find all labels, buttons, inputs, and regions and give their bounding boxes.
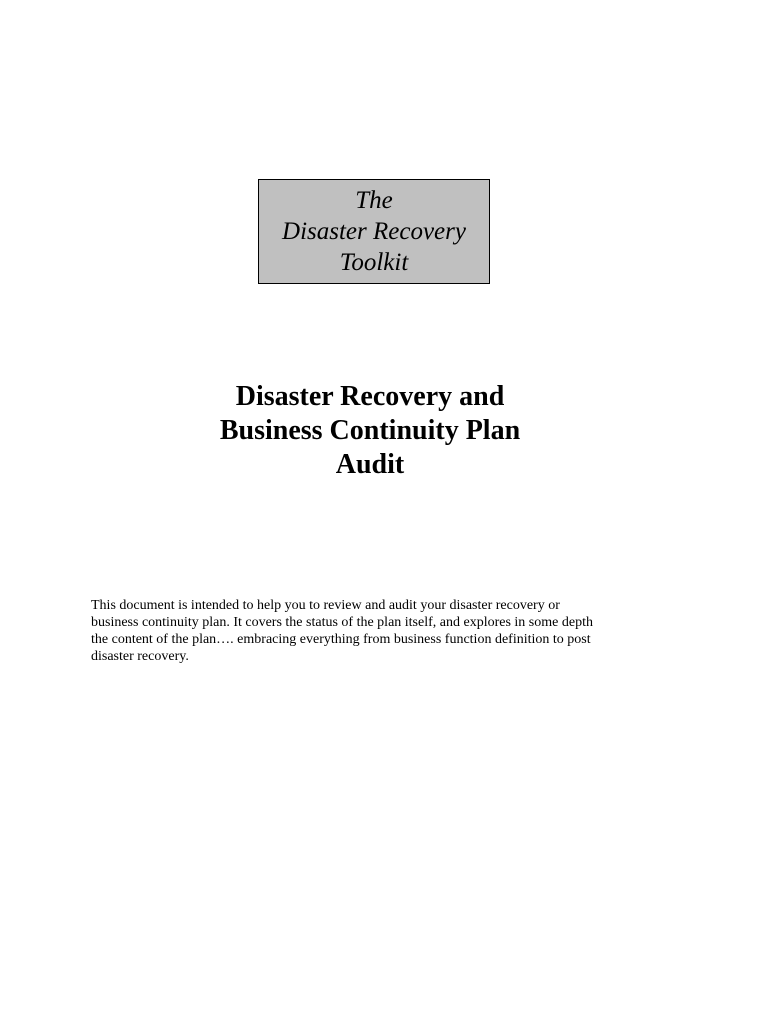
- document-title: [0, 380, 740, 482]
- document-title-line: Business Continuity Plan: [219, 415, 521, 446]
- intro-line: business continuity plan. It covers the status of the plan itself, and explores in some depth: [91, 615, 593, 630]
- document-title-line: Disaster Recovery and: [235, 381, 505, 412]
- intro-line: the content of the plan…. embracing everything from business function definition to post: [91, 632, 591, 647]
- intro-paragraph: [91, 597, 661, 665]
- toolkit-title-line: Disaster Recovery: [282, 218, 466, 245]
- intro-line: This document is intended to help you to review and audit your disaster recovery or: [91, 598, 560, 613]
- intro-line: disaster recovery.: [91, 649, 189, 664]
- toolkit-title-box: [258, 179, 490, 284]
- document-title-line: Audit: [335, 449, 405, 480]
- toolkit-title-line: The: [355, 187, 393, 214]
- toolkit-title-line: Toolkit: [339, 249, 409, 276]
